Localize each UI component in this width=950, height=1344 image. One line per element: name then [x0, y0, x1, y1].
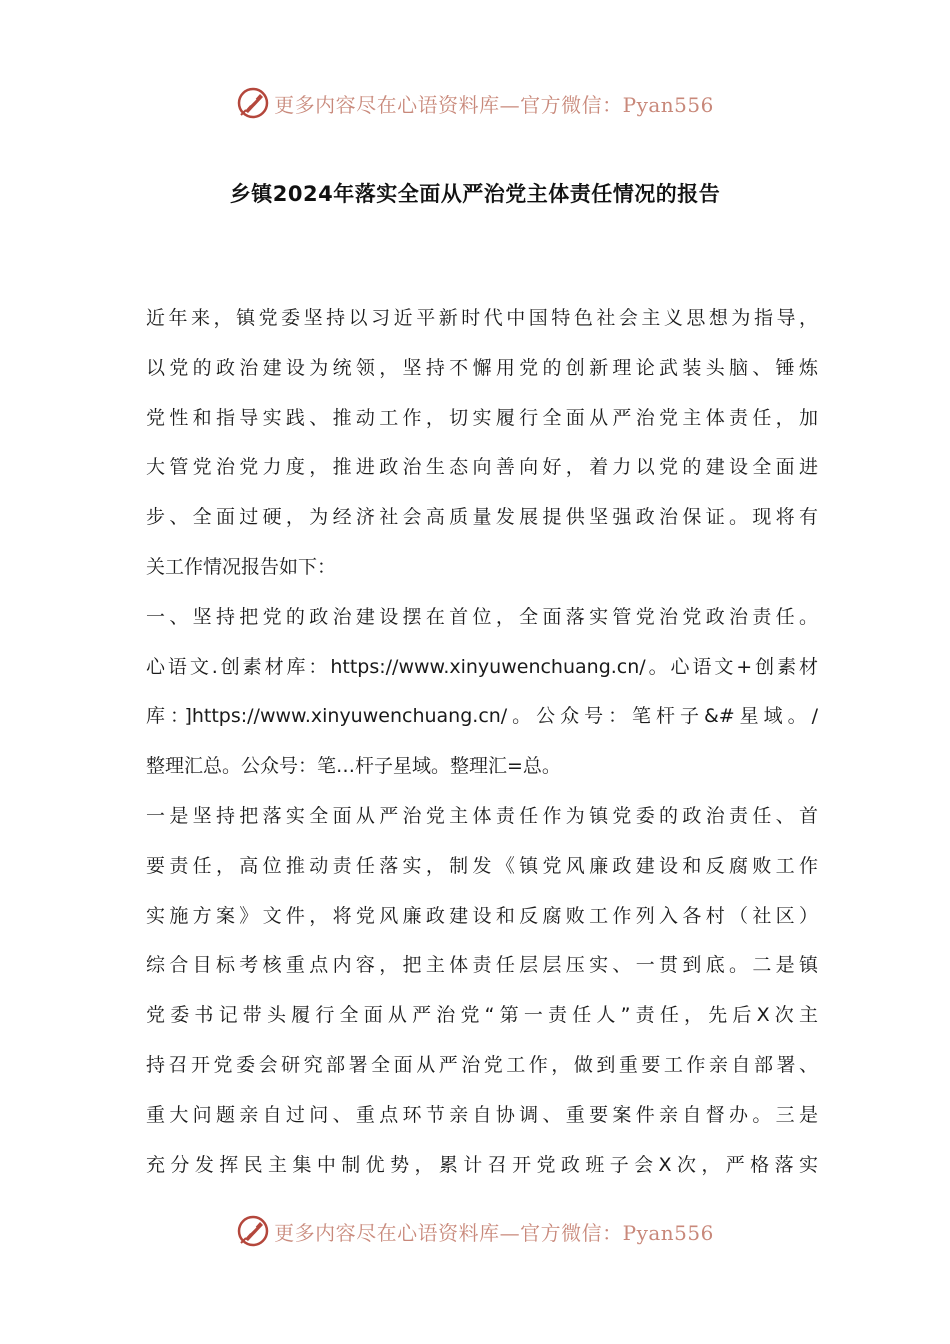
- body-line: 充分发挥民主集中制优势，累计召开党政班子会X次，严格落实: [146, 1153, 818, 1176]
- document-body: [146, 294, 818, 1190]
- body-line: 党性和指导实践、推动工作，切实履行全面从严治党主体责任，加: [146, 406, 818, 429]
- document-title: 乡镇2024年落实全面从严治党主体责任情况的报告: [229, 182, 721, 206]
- body-line: 综合目标考核重点内容，把主体责任层层压实、一贯到底。二是镇: [146, 954, 818, 977]
- header-banner-text: 更多内容尽在心语资料库—官方微信：Pyan556: [274, 92, 714, 117]
- body-line: 步、全面过硬，为经济社会高质量发展提供坚强政治保证。现将有: [146, 506, 818, 529]
- footer-banner-inner: [236, 1214, 714, 1248]
- header-banner-inner: [236, 86, 714, 120]
- body-line: 大管党治党力度，推进政治生态向善向好，着力以党的建设全面进: [146, 456, 818, 479]
- body-line: 要责任，高位推动责任落实，制发《镇党风廉政建设和反腐败工作: [146, 854, 818, 877]
- body-line: 以党的政治建设为统领，坚持不懈用党的创新理论武装头脑、锤炼: [146, 356, 818, 379]
- footer-banner: [0, 1208, 950, 1254]
- body-line: 整理汇总。公众号：笔…杆子星域。整理汇=总。: [146, 755, 561, 778]
- body-line: 一是坚持把落实全面从严治党主体责任作为镇党委的政治责任、首: [146, 804, 818, 827]
- body-line: 心语文.创素材库：https://www.xinyuwenchuang.cn/。心语文+创素材: [146, 655, 818, 678]
- section-heading: 一、坚持把党的政治建设摆在首位，全面落实管党治党政治责任。: [146, 605, 818, 628]
- feather-pen-logo-icon: [236, 1214, 270, 1248]
- body-line: 党委书记带头履行全面从严治党“第一责任人”责任，先后X次主: [146, 1004, 818, 1027]
- body-line: 实施方案》文件，将党风廉政建设和反腐败工作列入各村（社区）: [146, 904, 818, 927]
- body-line: 关工作情况报告如下：: [146, 555, 337, 578]
- footer-banner-text: 更多内容尽在心语资料库—官方微信：Pyan556: [274, 1220, 714, 1245]
- body-line: 重大问题亲自过问、重点环节亲自协调、重要案件亲自督办。三是: [146, 1103, 818, 1126]
- feather-pen-logo-icon: [236, 86, 270, 120]
- body-line: 持召开党委会研究部署全面从严治党工作，做到重要工作亲自部署、: [146, 1053, 818, 1076]
- body-line: 近年来，镇党委坚持以习近平新时代中国特色社会主义思想为指导，: [146, 307, 818, 329]
- header-banner: [0, 80, 950, 126]
- body-line: 库：]https://www.xinyuwenchuang.cn/。公众号：笔杆子&#星域。/: [146, 705, 818, 728]
